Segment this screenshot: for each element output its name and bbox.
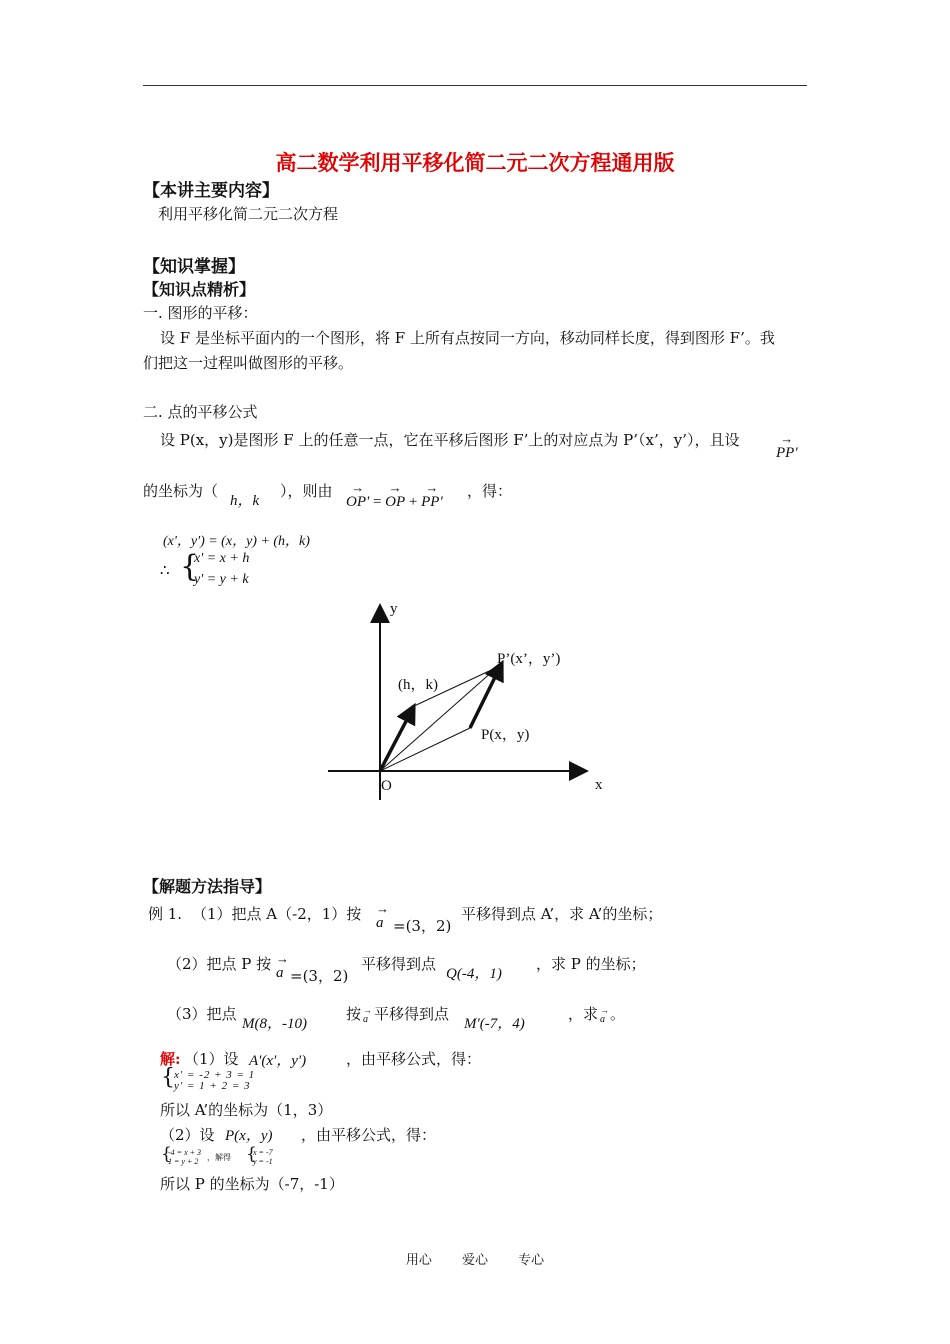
system-brace: { xyxy=(180,549,200,584)
vector-equation: → OP' = → OP + → PP' xyxy=(346,480,443,510)
solution-label: 解: xyxy=(160,1050,181,1068)
point-two-line-2-mid: ），则由 xyxy=(280,482,333,500)
header-rule xyxy=(143,85,807,86)
therefore-symbol: ∴ xyxy=(160,561,170,579)
footer-text-3: 专心 xyxy=(518,1253,545,1268)
question-3-vector-a: → a xyxy=(363,1005,372,1025)
hk-coordinates: h，k xyxy=(230,493,260,509)
page-title: 高二数学利用平移化简二元二次方程通用版 xyxy=(275,150,675,175)
footer-text-1: 用心 xyxy=(405,1253,432,1268)
point-p: P(x，y) xyxy=(225,1128,273,1144)
solution-2-start: （2）设 xyxy=(160,1126,215,1144)
y-axis-label: y xyxy=(390,601,398,617)
page-footer xyxy=(0,1249,950,1268)
origin-label: O xyxy=(381,778,392,794)
question-1-vector-a: → a xyxy=(376,901,389,931)
solution-2-solve-text: ，解得 xyxy=(207,1153,231,1162)
question-2-vector-a: → a xyxy=(276,951,289,981)
point-two-line-2-start: 的坐标为（ xyxy=(143,482,219,500)
question-2-end: ，求 P 的坐标； xyxy=(536,955,646,973)
subheading-knowledge-analysis: 【知识点精析】 xyxy=(143,280,256,299)
question-3-end: 。 xyxy=(610,1005,626,1023)
footer-text-2: 爱心 xyxy=(461,1253,488,1268)
system-eq-y: y' = y + k xyxy=(194,572,249,587)
solution-2-brace-1: { xyxy=(161,1144,172,1164)
solution-1-brace: { xyxy=(161,1065,175,1090)
point-two-line-1: 设 P(x，y)是图形 F 上的任意一点，它在平移后图形 F’上的对应点为 P’（x’，y’），且设 xyxy=(160,431,740,449)
segment-op xyxy=(380,728,470,771)
system-eq-x: x' = x + h xyxy=(194,551,250,566)
main-content-text: 利用平移化简二元二次方程 xyxy=(158,205,339,223)
section-heading-main: 【本讲主要内容】 xyxy=(143,181,279,201)
section-heading-method: 【解题方法指导】 xyxy=(143,877,272,896)
solution-2-eq-1: -4 = x + 3 xyxy=(168,1148,202,1157)
point-q: Q(-4，1) xyxy=(446,966,502,982)
point-m-prime: M'(-7，4) xyxy=(464,1016,525,1032)
question-3-by: 按 xyxy=(346,1005,362,1023)
translation-diagram xyxy=(320,595,620,805)
point-a-prime: A'(x'，y') xyxy=(249,1053,307,1069)
question-3-ask: ，求 xyxy=(568,1005,599,1023)
point-one-line-2: 们把这一过程叫做图形的平移。 xyxy=(143,354,354,372)
solution-1-eq-y: y' = 1 + 2 = 3 xyxy=(174,1080,251,1092)
solution-2-result-x: x = -7 xyxy=(253,1148,273,1157)
question-1-end: 平移得到点 A’，求 A’的坐标； xyxy=(461,905,663,923)
question-2-start: （2）把点 P 按 xyxy=(167,955,272,973)
question-2-mid: 平移得到点 xyxy=(361,955,437,973)
question-1-start: （1）把点 A（-2，1）按 xyxy=(192,905,362,923)
solution-2-result: 所以 P 的坐标为（-7，-1） xyxy=(160,1175,344,1193)
question-3-mid: 平移得到点 xyxy=(374,1005,450,1023)
question-3-vector-a-2: → a xyxy=(600,1005,609,1025)
hk-label: (h，k) xyxy=(398,677,438,693)
section-heading-knowledge: 【知识掌握】 xyxy=(143,257,245,277)
solution-1-end: ，由平移公式，得： xyxy=(346,1050,482,1068)
solution-2-eq-2: 1 = y + 2 xyxy=(168,1157,199,1166)
point-one-title: 一. 图形的平移： xyxy=(143,304,258,322)
point-p-prime-label: P’(x’，y’) xyxy=(497,651,561,667)
vector-hk-arrow xyxy=(380,706,414,771)
point-p-label: P(x，y) xyxy=(481,727,530,743)
vector-pp-prime: → PP' xyxy=(776,431,798,461)
translation-equation: (x'，y') = (x，y) + (h，k) xyxy=(163,534,310,549)
solution-1-result: 所以 A’的坐标为（1，3） xyxy=(160,1101,333,1119)
x-axis-label: x xyxy=(595,777,603,793)
solution-2-result-y: y = -1 xyxy=(253,1157,273,1166)
solution-2-brace-2: { xyxy=(246,1144,257,1164)
question-2-vector-value: =(3，2) xyxy=(290,967,349,985)
question-3-start: （3）把点 xyxy=(167,1005,237,1023)
point-m: M(8，-10) xyxy=(242,1016,307,1032)
point-two-line-2-end: ，得： xyxy=(467,482,513,500)
solution-2-end: ，由平移公式，得： xyxy=(301,1126,437,1144)
solution-1-eq-x: x' = -2 + 3 = 1 xyxy=(174,1069,256,1081)
solution-1-start: （1）设 xyxy=(184,1050,239,1068)
example-label: 例 1. xyxy=(148,905,183,923)
question-1-vector-value: =(3，2) xyxy=(393,917,452,935)
point-two-title: 二. 点的平移公式 xyxy=(143,403,258,421)
point-one-line-1: 设 F 是坐标平面内的一个图形，将 F 上所有点按同一方向，移动同样长度，得到图形 F’。我 xyxy=(160,329,775,347)
